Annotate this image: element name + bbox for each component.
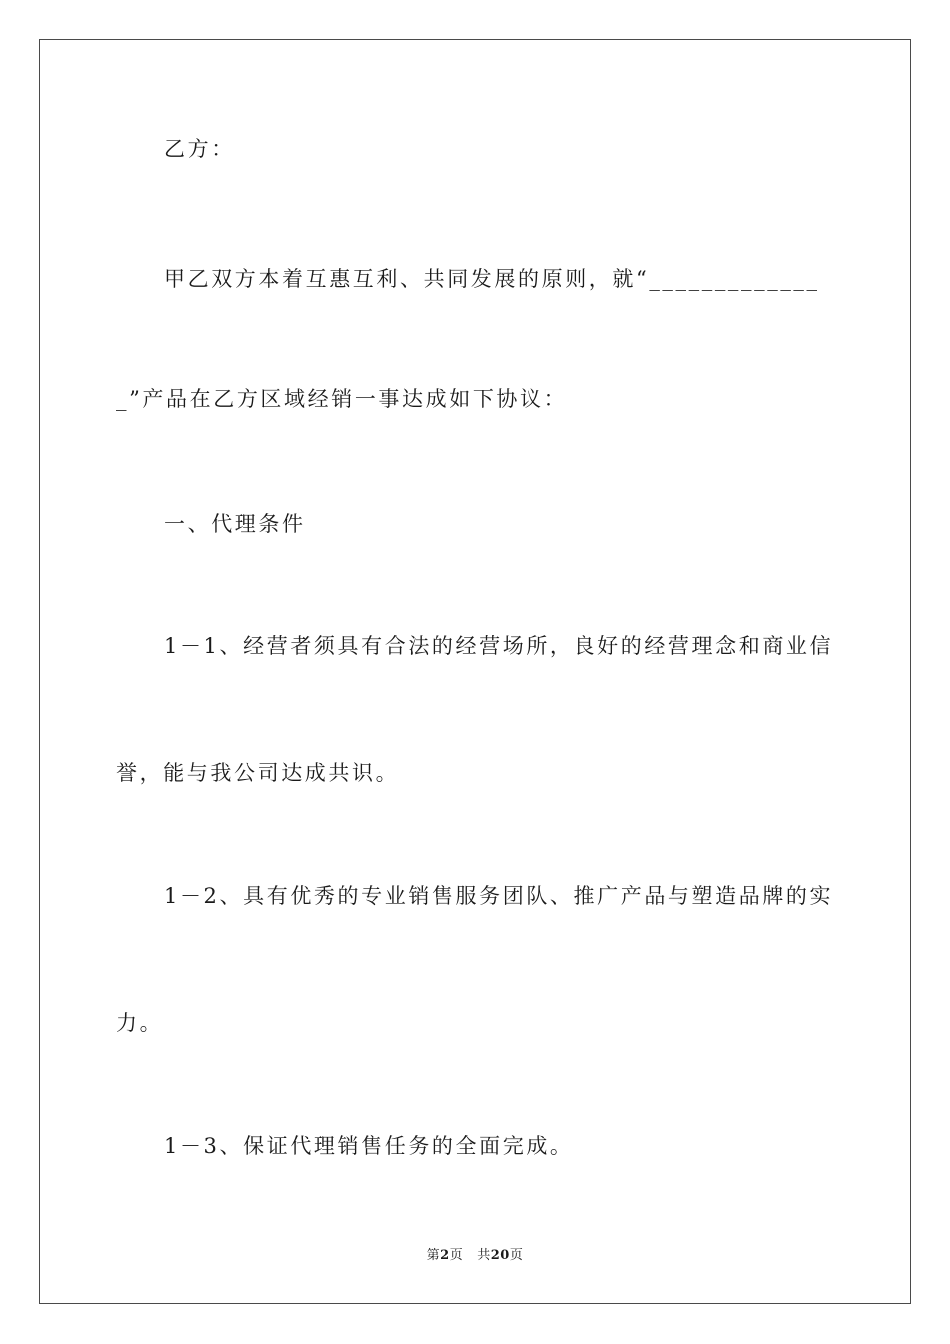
page-suffix: 页 [449, 1248, 464, 1263]
page-prefix: 第 [426, 1248, 441, 1263]
page-border [39, 39, 911, 1304]
clause-1-2-line-1: 1－2、具有优秀的专业销售服务团队、推广产品与塑造品牌的实 [164, 884, 834, 908]
section-heading-agency-conditions: 一、代理条件 [164, 512, 306, 536]
total-pages: 20 [490, 1248, 510, 1263]
total-prefix: 共 [477, 1248, 491, 1263]
agreement-intro-line-1: 甲乙双方本着互惠互利、共同发展的原则，就“_____________ [164, 267, 820, 291]
page-footer [0, 1247, 950, 1265]
agreement-intro-line-2: _”产品在乙方区域经销一事达成如下协议： [116, 387, 568, 411]
page-number: 2 [440, 1248, 450, 1263]
clause-1-1-line-2: 誉，能与我公司达成共识。 [116, 761, 400, 785]
clause-1-1-line-1: 1－1、经营者须具有合法的经营场所，良好的经营理念和商业信 [164, 634, 834, 658]
clause-1-2-line-2: 力。 [116, 1011, 164, 1035]
total-suffix: 页 [509, 1248, 524, 1263]
clause-1-3: 1－3、保证代理销售任务的全面完成。 [164, 1134, 574, 1158]
party-b-label: 乙方： [164, 137, 235, 161]
